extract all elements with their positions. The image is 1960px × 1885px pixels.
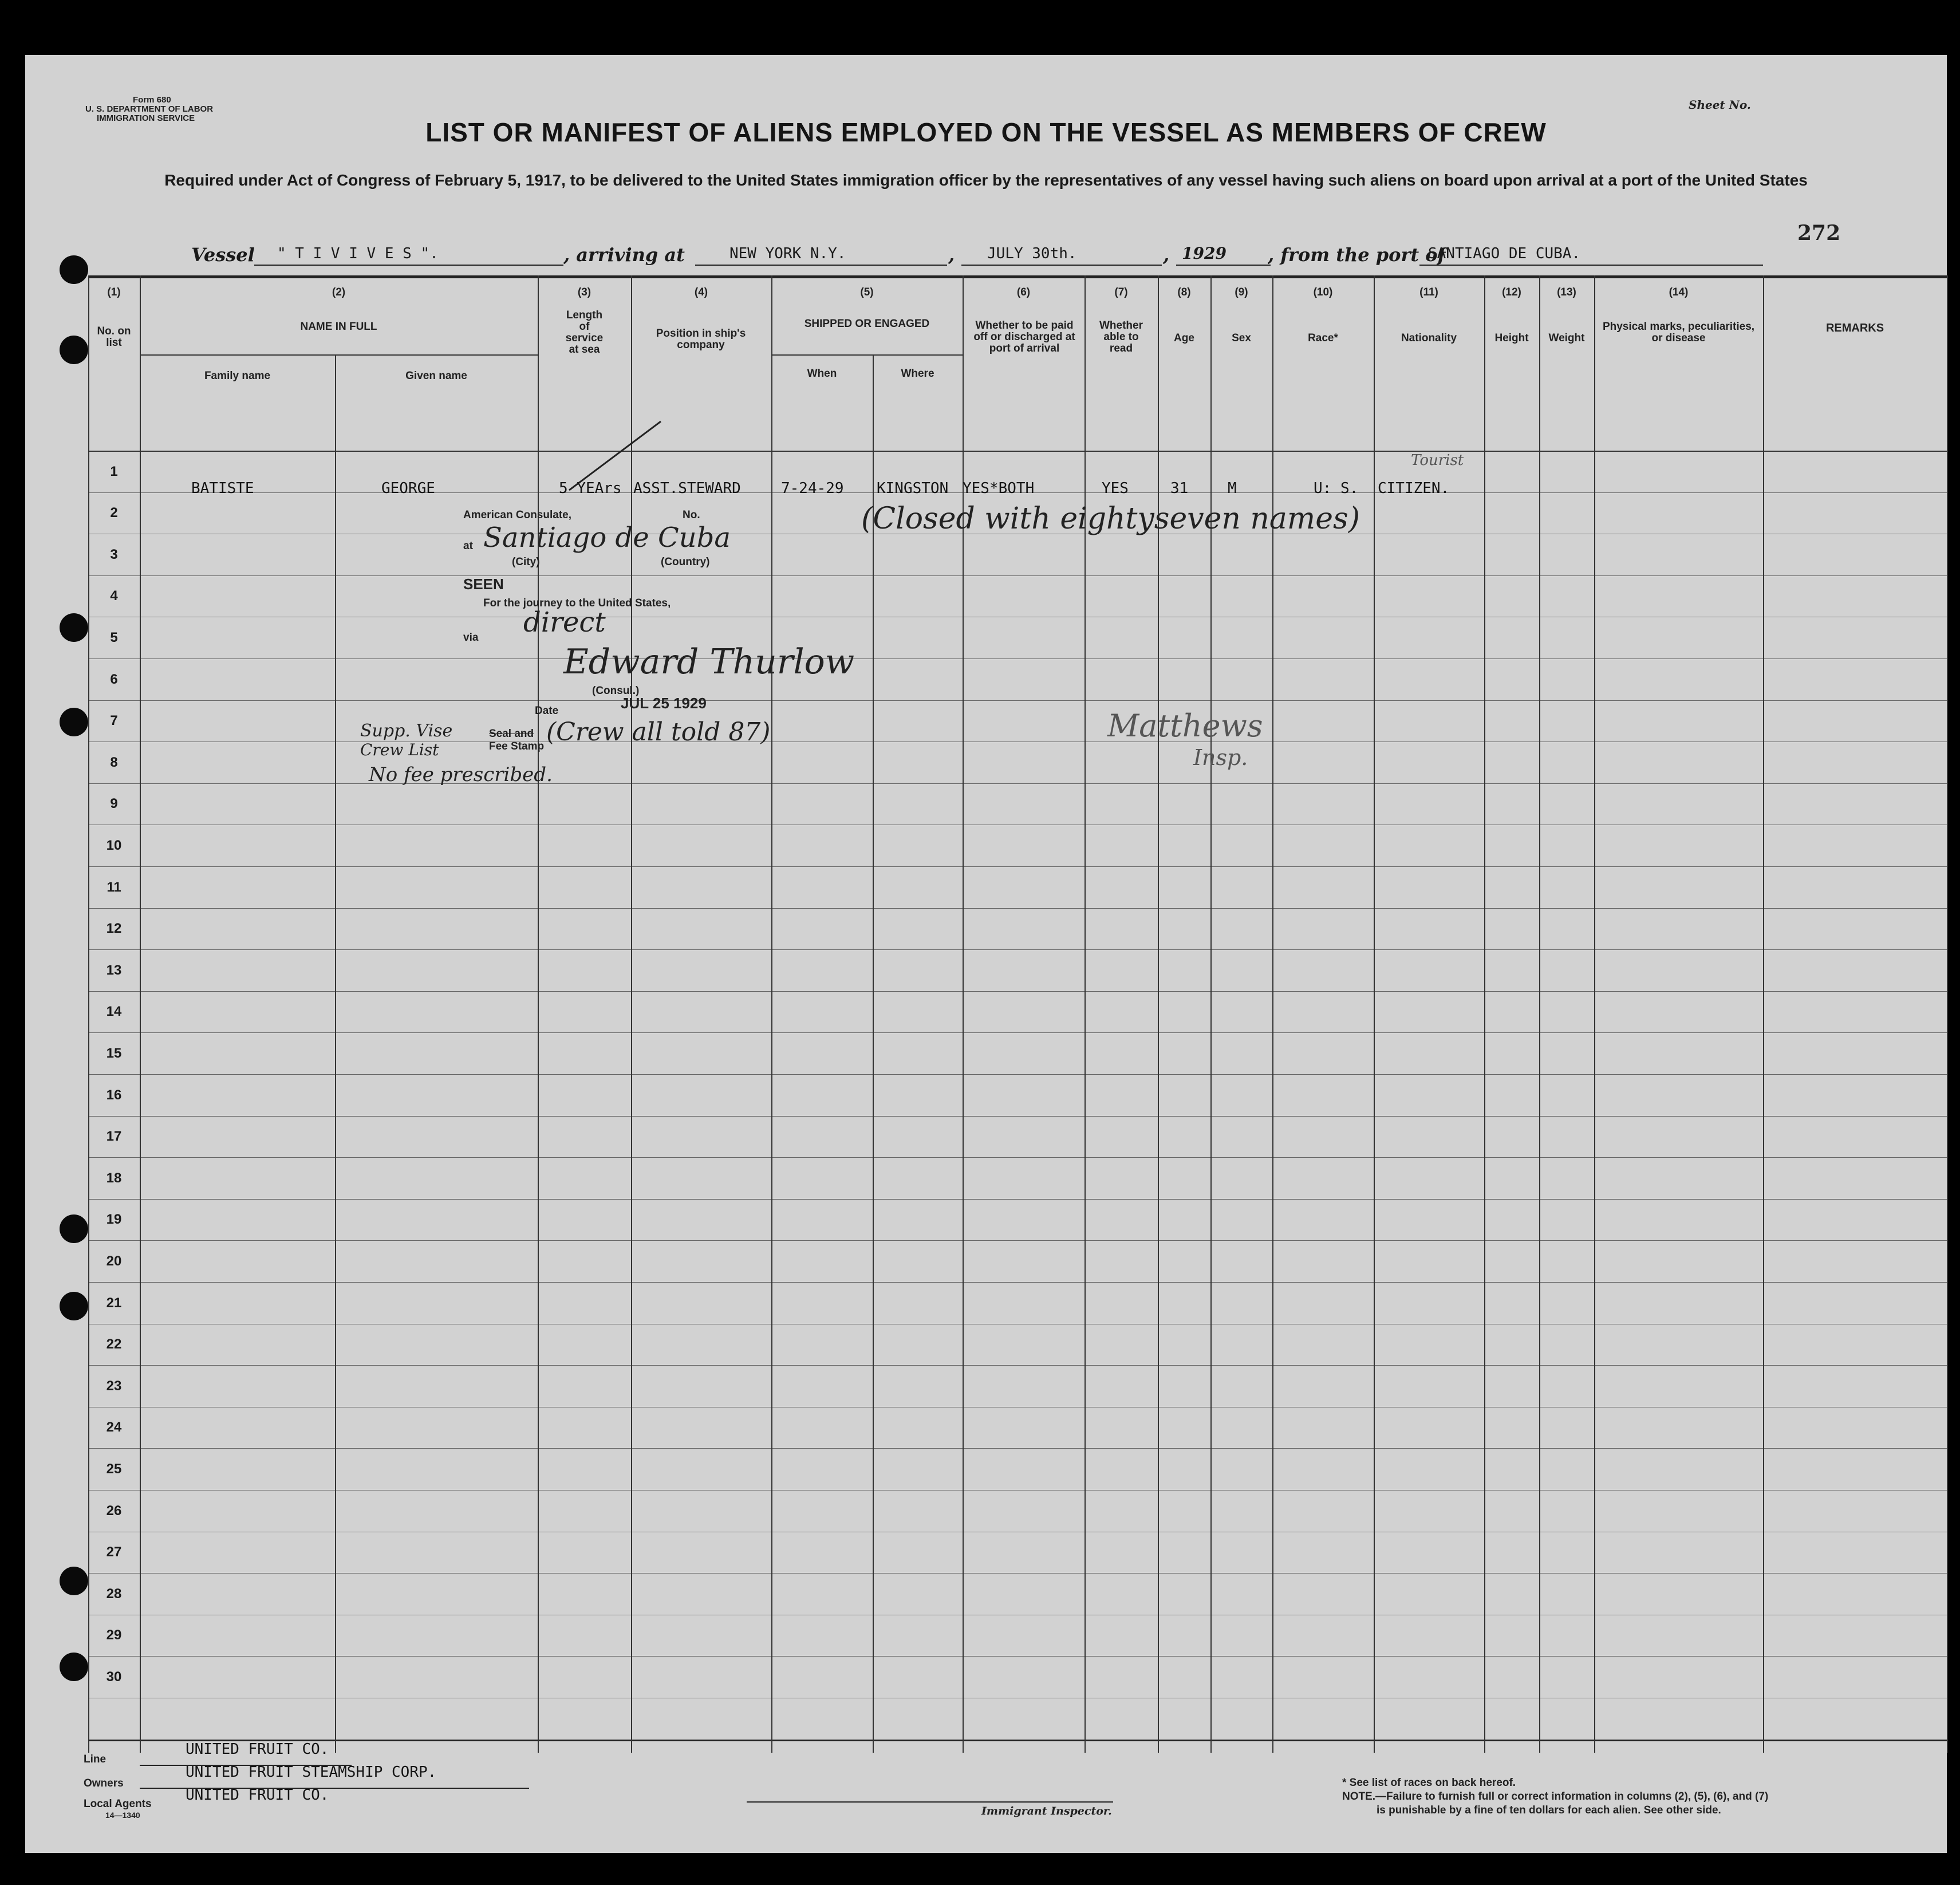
vessel-label: Vessel [191, 244, 255, 266]
col-race: Race* [1308, 332, 1338, 344]
col-num-10: (10) [1313, 286, 1333, 298]
col-name-in-full: NAME IN FULL [300, 321, 377, 333]
stamp-via-label: via [463, 632, 479, 644]
col-family-name: Family name [204, 370, 271, 382]
arriving-port: NEW YORK N.Y. [729, 245, 846, 262]
col-nationality: Nationality [1401, 332, 1457, 344]
service-label: IMMIGRATION SERVICE [97, 113, 195, 123]
col-given-name: Given name [405, 370, 467, 382]
col-no-on-list: No. on list [97, 325, 131, 349]
row-rule [88, 908, 1947, 909]
row-number: 2 [110, 505, 118, 521]
manifest-sheet [25, 55, 1947, 1853]
row-rule [88, 1032, 1947, 1033]
row-rule [88, 1282, 1947, 1283]
page-title: LIST OR MANIFEST OF ALIENS EMPLOYED ON THE VESSEL AS MEMBERS OF CREW [425, 117, 1547, 147]
col-remarks: REMARKS [1825, 322, 1884, 334]
row-number: 5 [110, 630, 118, 645]
row-number: 26 [106, 1503, 122, 1519]
supp-note-line2: Crew List [360, 740, 439, 759]
row-rule [88, 1157, 1947, 1158]
crew-total-note: (Crew all told 87) [546, 717, 771, 747]
inspector-signature: Matthews [1107, 708, 1263, 744]
fine-note-2: is punishable by a fine of ten dollars for each alien. See other side. [1377, 1804, 1721, 1816]
binder-hole [60, 613, 88, 642]
col-shipped-engaged: SHIPPED OR ENGAGED [804, 318, 930, 330]
entry-read: YES [1102, 480, 1129, 497]
stamp-country-label: (Country) [661, 556, 710, 568]
col-physical-marks: Physical marks, peculiarities, or disease [1602, 321, 1755, 344]
row-number: 19 [106, 1212, 122, 1228]
row-number: 12 [106, 921, 122, 937]
fine-note-1: NOTE.—Failure to furnish full or correct information in columns (2), (5), (6), and (7) [1342, 1791, 1769, 1803]
stamp-journey: For the journey to the United States, [483, 597, 671, 609]
binder-hole [60, 1214, 88, 1243]
row-rule [88, 575, 1947, 576]
agents-value: UNITED FRUIT CO. [186, 1787, 329, 1804]
row-number: 25 [106, 1461, 122, 1477]
stamp-consul-label: (Consul.) [592, 685, 640, 697]
entry-age: 31 [1170, 480, 1189, 497]
col-num-7: (7) [1114, 286, 1128, 298]
row-number: 18 [106, 1170, 122, 1186]
stamp-date: JUL 25 1929 [621, 695, 707, 712]
line-label: Line [84, 1753, 107, 1765]
sheet-number-label: Sheet No. [1689, 98, 1751, 112]
col-height: Height [1494, 332, 1529, 344]
row-number: 27 [106, 1544, 122, 1560]
row-number: 6 [110, 671, 118, 687]
stamp-city-handwritten: Santiago de Cuba [483, 522, 731, 554]
col-num-6: (6) [1016, 286, 1031, 298]
stamp-no-label: No. [683, 509, 700, 521]
col-num-2: (2) [332, 286, 346, 298]
inspector-title: Insp. [1193, 745, 1248, 770]
form-number: Form 680 [133, 95, 171, 105]
binder-hole [60, 1567, 88, 1595]
row-number: 3 [110, 546, 118, 562]
no-fee-note: No fee prescribed. [369, 763, 553, 786]
stamp-consulate: American Consulate, [463, 509, 571, 521]
vessel-info-line: Vessel " T I V I V E S ". , arriving at NEW YORK N.Y. , JULY 30th. , 1929 , from the port of SANTIAGO DE CUBA. [191, 238, 1760, 269]
col-when: When [807, 368, 837, 380]
row-number: 14 [106, 1004, 122, 1020]
col-length-service: Length of service at sea [565, 309, 604, 356]
line-value: UNITED FRUIT CO. [186, 1741, 329, 1758]
entry-given-name: GEORGE [381, 480, 435, 497]
inspector-label: Immigrant Inspector. [981, 1805, 1112, 1817]
row-rule [88, 949, 1947, 950]
row-number: 13 [106, 962, 122, 978]
row-number: 10 [106, 838, 122, 853]
stamp-city-label: (City) [512, 556, 540, 568]
col-num-4: (4) [694, 286, 708, 298]
col-where: Where [901, 368, 934, 380]
row-number: 17 [106, 1129, 122, 1145]
stamp-seen: SEEN [463, 575, 504, 593]
row-number: 9 [110, 796, 118, 812]
row-number: 22 [106, 1336, 122, 1352]
binder-hole [60, 255, 88, 284]
row-rule [88, 866, 1947, 867]
races-note: * See list of races on back hereof. [1342, 1777, 1516, 1789]
col-num-11: (11) [1419, 286, 1438, 298]
stamp-seal-label: Seal and [489, 728, 534, 740]
stamp-via-handwritten: direct [523, 606, 606, 638]
row-number: 24 [106, 1419, 122, 1436]
row-number: 21 [106, 1295, 122, 1311]
nationality-annotation: Tourist [1411, 452, 1464, 469]
entry-position: ASST.STEWARD [633, 480, 741, 497]
row-number: 30 [106, 1669, 122, 1685]
department-label: U. S. DEPARTMENT OF LABOR [85, 104, 214, 114]
closed-note: (Closed with eightyseven names) [861, 502, 1360, 536]
stamp-date-label: Date [535, 705, 559, 717]
row-rule [88, 783, 1947, 784]
owners-value: UNITED FRUIT STEAMSHIP CORP. [186, 1764, 437, 1781]
row-number: 29 [106, 1627, 122, 1643]
row-rule [88, 991, 1947, 992]
supp-note-line1: Supp. Vise [360, 721, 453, 741]
consul-signature: Edward Thurlow [563, 642, 855, 682]
page-subtitle: Required under Act of Congress of February 5, 1917, to be delivered to the United States immigration officer by the representatives of any vessel having such aliens on board upon arrival at a port of the United States [164, 171, 1808, 189]
row-number: 16 [106, 1087, 122, 1103]
row-number: 15 [106, 1046, 122, 1061]
row-number: 1 [110, 463, 118, 479]
entry-when: 7-24-29 [781, 480, 844, 497]
row-rule [88, 1365, 1947, 1366]
col-age: Age [1174, 332, 1194, 344]
row-number: 23 [106, 1378, 122, 1394]
entry-paid-off: YES*BOTH [963, 480, 1035, 497]
stamp-fee-label: Fee Stamp [489, 740, 545, 752]
binder-hole [60, 1292, 88, 1320]
table-bottom-rule [88, 1740, 1947, 1741]
owners-label: Owners [84, 1777, 124, 1789]
row-rule [88, 700, 1947, 701]
col-num-1: (1) [107, 286, 121, 298]
row-rule [88, 1116, 1947, 1117]
binder-hole [60, 1653, 88, 1681]
col-weight: Weight [1548, 332, 1585, 344]
binder-hole [60, 708, 88, 736]
col-sex: Sex [1232, 332, 1251, 344]
entry-nationality: CITIZEN. [1378, 480, 1450, 497]
col-position: Position in ship's company [656, 328, 746, 351]
entry-race: U: S. [1314, 480, 1359, 497]
entry-sex: M [1228, 480, 1237, 497]
col-num-9: (9) [1235, 286, 1248, 298]
from-port-label: , from the port of [1268, 244, 1446, 266]
col-paid-off: Whether to be paid off or discharged at port of arrival [973, 320, 1075, 354]
row-number: 11 [107, 879, 121, 895]
col-able-to-read: Whether able to read [1099, 320, 1143, 354]
col-num-8: (8) [1177, 286, 1191, 298]
row-rule [88, 1573, 1947, 1574]
row-number: 4 [110, 588, 118, 604]
row-number: 8 [110, 754, 118, 770]
col-num-13: (13) [1557, 286, 1576, 298]
crew-table [88, 275, 1947, 1753]
form-code: 14—1340 [105, 1811, 140, 1820]
row-rule [88, 1240, 1947, 1241]
row-number: 7 [110, 713, 118, 729]
entry-where: KINGSTON [877, 480, 949, 497]
row-rule [88, 1074, 1947, 1075]
entry-service: 5 YEArs [559, 480, 622, 497]
col-num-14: (14) [1669, 286, 1689, 298]
row-number: 28 [106, 1586, 122, 1602]
arrival-date: JULY 30th. [987, 245, 1077, 262]
col-num-5: (5) [860, 286, 874, 298]
row-rule [88, 1199, 1947, 1200]
row-number: 20 [106, 1253, 122, 1269]
page-number: 272 [1797, 221, 1841, 245]
agents-label: Local Agents [84, 1798, 152, 1810]
row-rule [88, 1656, 1947, 1657]
row-rule [88, 658, 1947, 659]
arriving-label: , arriving at [563, 244, 685, 266]
binder-hole [60, 336, 88, 364]
col-num-12: (12) [1502, 286, 1521, 298]
col-num-3: (3) [577, 286, 591, 298]
entry-family-name: BATISTE [191, 480, 254, 497]
departure-port: SANTIAGO DE CUBA. [1428, 245, 1581, 262]
row-rule [88, 1448, 1947, 1449]
stamp-at-label: at [463, 540, 473, 552]
vessel-name: " T I V I V E S ". [277, 245, 439, 262]
arrival-year: 1929 [1182, 244, 1227, 263]
